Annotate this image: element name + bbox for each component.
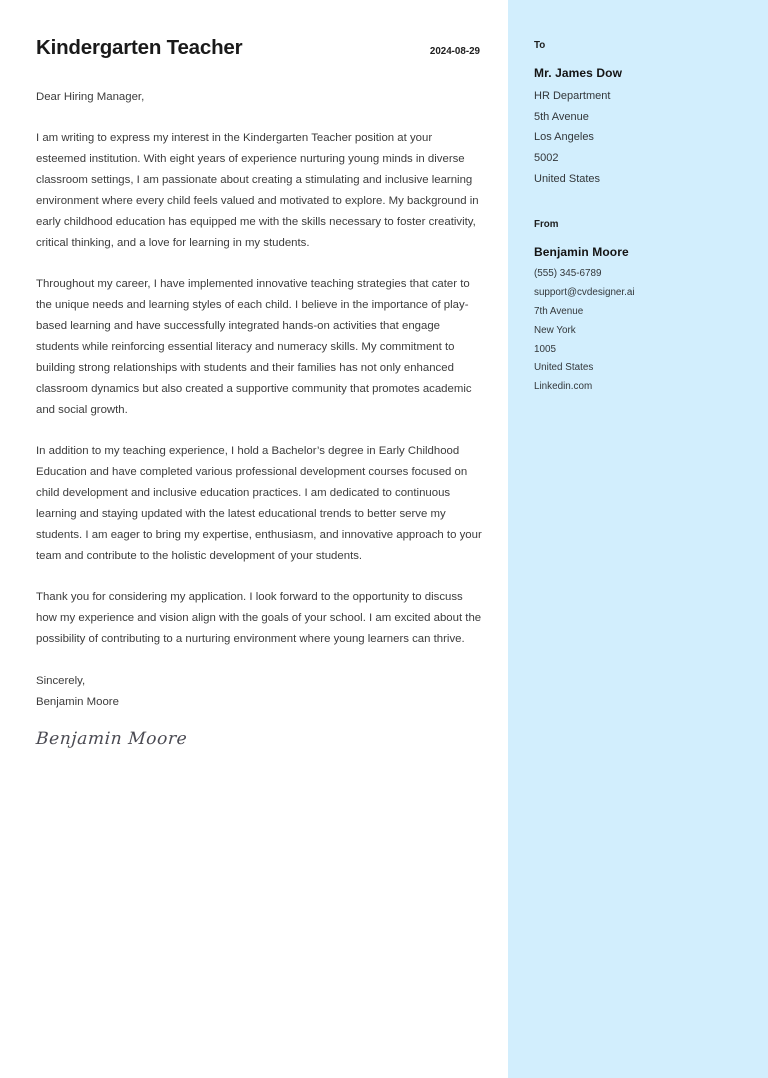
recipient-line: United States	[534, 172, 601, 185]
body-paragraph-4: Thank you for considering my application. I look forward to the opportunity to discuss how my experience and vision align with the goals of your school. I am excited about the possibility of contributing to a nurturing environment where young learners can thrive.	[36, 590, 482, 645]
contact-sidebar	[508, 0, 768, 1078]
signature: Benjamin Moore	[35, 728, 189, 749]
body-paragraph-3: In addition to my teaching experience, I hold a Bachelor’s degree in Early Childhood Education and have completed various professional development courses focused on child development and inclusive education practices. I am dedicated to continuous learning and staying updated with the latest educational trends to better serve my students. I am eager to bring my expertise, enthusiasm, and innovative approach to your team and contribute to the holistic development of your students.	[36, 444, 482, 562]
recipient-heading: To	[534, 40, 546, 51]
sender-name: Benjamin Moore	[534, 245, 629, 260]
recipient-line: 5th Avenue	[534, 110, 589, 123]
sender-line: New York	[534, 324, 576, 336]
closing-name: Benjamin Moore	[36, 695, 119, 708]
recipient-line: Los Angeles	[534, 131, 594, 144]
sender-block	[534, 219, 768, 397]
page-title: Kindergarten Teacher	[36, 36, 243, 59]
sender-heading: From	[534, 219, 559, 231]
sender-line: 7th Avenue	[534, 305, 584, 317]
sender-website: Linkedin.com	[534, 381, 593, 393]
recipient-line: 5002	[534, 152, 559, 165]
letter-header	[36, 36, 480, 61]
recipient-name: Mr. James Dow	[534, 65, 623, 80]
sender-phone: (555) 345-6789	[534, 268, 602, 280]
body-paragraph-1: I am writing to express my interest in the Kindergarten Teacher position at your esteemed institution. With eight years of experience nurturing young minds in diverse classroom settings, I am passionate about creating a stimulating and inclusive learning environment where every child feels valued and motivated to explore. My background in early childhood education has equipped me with the skills necessary to foster creativity, critical thinking, and a love for learning in my students.	[36, 131, 479, 249]
letter-closing	[36, 671, 480, 713]
sender-line: 1005	[534, 343, 556, 355]
letter-date: 2024-08-29	[429, 46, 480, 57]
closing-word: Sincerely,	[36, 674, 86, 687]
salutation: Dear Hiring Manager,	[36, 90, 145, 103]
sender-line: United States	[534, 362, 594, 374]
recipient-line: HR Department	[534, 89, 611, 102]
recipient-block	[534, 40, 768, 189]
body-paragraph-2: Throughout my career, I have implemented innovative teaching strategies that cater to the unique needs and learning styles of each child. I believe in the importance of play-based learning and have successfully integrated hands-on activities that engage students while reinforcing essential literacy and numeracy skills. My commitment to building strong relationships with students and their families has not only enhanced classroom dynamics but also created a supportive community that promotes academic and social growth.	[36, 277, 472, 416]
sender-email: support@cvdesigner.ai	[534, 287, 635, 299]
